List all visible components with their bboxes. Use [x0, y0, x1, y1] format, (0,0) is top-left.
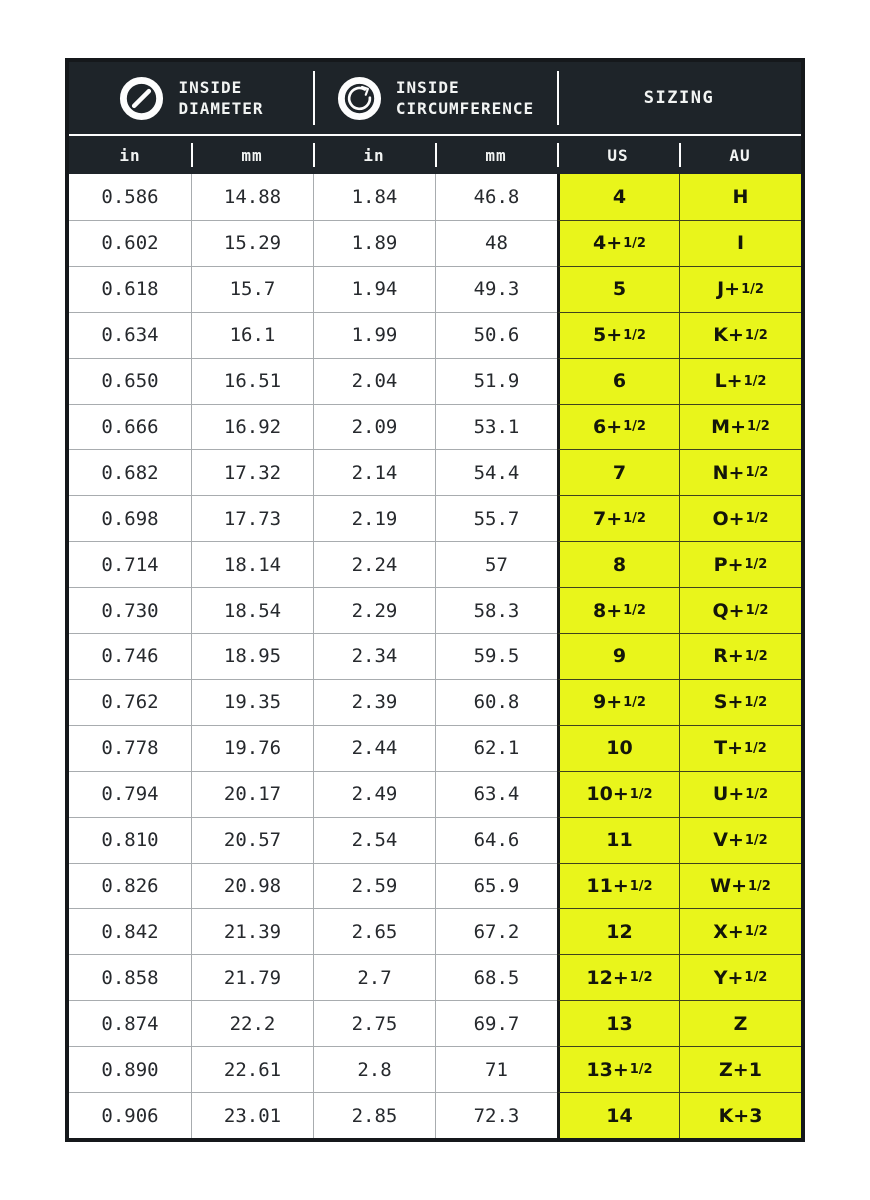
measure-cell: 15.29 — [191, 220, 313, 266]
group-label-line: INSIDE — [395, 77, 460, 97]
measure-cell: 0.746 — [69, 633, 191, 679]
measure-cell: 20.98 — [191, 863, 313, 909]
sizing-cell: H — [679, 174, 801, 220]
sizing-cell: 12 — [557, 908, 679, 954]
measure-cell: 16.51 — [191, 358, 313, 404]
group-label-inside-diameter — [178, 77, 263, 119]
table-row — [69, 404, 801, 450]
header-group-sizing — [557, 62, 801, 134]
measure-cell: 2.54 — [313, 817, 435, 863]
column-header-circumference-in: in — [313, 136, 435, 174]
table-row — [69, 1092, 801, 1138]
measure-cell: 14.88 — [191, 174, 313, 220]
sizing-cell: U+ 1/2 — [679, 771, 801, 817]
group-label-inside-circumference — [396, 77, 534, 119]
measure-cell: 17.32 — [191, 449, 313, 495]
measure-cell: 46.8 — [435, 174, 557, 220]
measure-cell: 50.6 — [435, 312, 557, 358]
measure-cell: 1.99 — [313, 312, 435, 358]
sizing-cell: V+ 1/2 — [679, 817, 801, 863]
sizing-cell: W+ 1/2 — [679, 863, 801, 909]
header-group-inside-diameter — [69, 62, 313, 134]
sizing-cell: 10+ 1/2 — [557, 771, 679, 817]
measure-cell: 57 — [435, 541, 557, 587]
measure-cell: 65.9 — [435, 863, 557, 909]
measure-cell: 0.858 — [69, 954, 191, 1000]
sizing-cell: 7 — [557, 449, 679, 495]
sizing-cell: R+ 1/2 — [679, 633, 801, 679]
measure-cell: 0.762 — [69, 679, 191, 725]
table-header — [69, 62, 801, 174]
measure-cell: 20.17 — [191, 771, 313, 817]
table-row — [69, 725, 801, 771]
measure-cell: 64.6 — [435, 817, 557, 863]
measure-cell: 53.1 — [435, 404, 557, 450]
column-header-au-size: AU — [679, 136, 801, 174]
measure-cell: 0.778 — [69, 725, 191, 771]
sizing-cell: 13 — [557, 1000, 679, 1046]
sizing-cell: 10 — [557, 725, 679, 771]
sizing-cell: 5+ 1/2 — [557, 312, 679, 358]
column-header-diameter-in: in — [119, 145, 141, 165]
sizing-cell: 6 — [557, 358, 679, 404]
measure-cell: 2.44 — [313, 725, 435, 771]
table-row — [69, 220, 801, 266]
measure-cell: 0.634 — [69, 312, 191, 358]
measure-cell: 0.794 — [69, 771, 191, 817]
measure-cell: 72.3 — [435, 1092, 557, 1138]
group-label-sizing: SIZING — [643, 88, 715, 108]
sizing-cell: 9+ 1/2 — [557, 679, 679, 725]
sizing-cell: 8+ 1/2 — [557, 587, 679, 633]
measure-cell: 0.618 — [69, 266, 191, 312]
measure-cell: 1.94 — [313, 266, 435, 312]
table-row — [69, 449, 801, 495]
measure-cell: 19.35 — [191, 679, 313, 725]
measure-cell: 0.810 — [69, 817, 191, 863]
sizing-cell: N+ 1/2 — [679, 449, 801, 495]
measure-cell: 1.84 — [313, 174, 435, 220]
measure-cell: 20.57 — [191, 817, 313, 863]
measure-cell: 2.75 — [313, 1000, 435, 1046]
circumference-icon — [336, 75, 383, 122]
measure-cell: 21.79 — [191, 954, 313, 1000]
measure-cell: 2.85 — [313, 1092, 435, 1138]
table-row — [69, 863, 801, 909]
measure-cell: 54.4 — [435, 449, 557, 495]
measure-cell: 0.698 — [69, 495, 191, 541]
table-row — [69, 174, 801, 220]
sizing-cell: I — [679, 220, 801, 266]
sizing-cell: K+3 — [679, 1092, 801, 1138]
sizing-cell: L+ 1/2 — [679, 358, 801, 404]
ring-size-chart — [65, 58, 805, 1142]
measure-cell: 0.730 — [69, 587, 191, 633]
measure-cell: 16.1 — [191, 312, 313, 358]
group-label-line: DIAMETER — [178, 99, 264, 118]
sizing-cell: 14 — [557, 1092, 679, 1138]
measure-cell: 15.7 — [191, 266, 313, 312]
sizing-cell: 11+ 1/2 — [557, 863, 679, 909]
measure-cell: 0.826 — [69, 863, 191, 909]
table-row — [69, 495, 801, 541]
measure-cell: 0.890 — [69, 1046, 191, 1092]
sizing-cell: P+ 1/2 — [679, 541, 801, 587]
measure-cell: 2.29 — [313, 587, 435, 633]
measure-cell: 0.874 — [69, 1000, 191, 1046]
measure-cell: 2.65 — [313, 908, 435, 954]
sizing-cell: 13+ 1/2 — [557, 1046, 679, 1092]
measure-cell: 19.76 — [191, 725, 313, 771]
sizing-cell: X+ 1/2 — [679, 908, 801, 954]
column-header-row — [69, 136, 801, 174]
measure-cell: 51.9 — [435, 358, 557, 404]
measure-cell: 21.39 — [191, 908, 313, 954]
table-row — [69, 587, 801, 633]
sizing-cell: 6+ 1/2 — [557, 404, 679, 450]
measure-cell: 18.54 — [191, 587, 313, 633]
table-row — [69, 954, 801, 1000]
measure-cell: 23.01 — [191, 1092, 313, 1138]
sizing-cell: K+ 1/2 — [679, 312, 801, 358]
measure-cell: 0.666 — [69, 404, 191, 450]
sizing-cell: O+ 1/2 — [679, 495, 801, 541]
measure-cell: 18.95 — [191, 633, 313, 679]
sizing-cell: Z+1 — [679, 1046, 801, 1092]
measure-cell: 22.2 — [191, 1000, 313, 1046]
measure-cell: 2.09 — [313, 404, 435, 450]
measure-cell: 2.49 — [313, 771, 435, 817]
measure-cell: 48 — [435, 220, 557, 266]
header-group-row — [69, 62, 801, 134]
table-row — [69, 633, 801, 679]
measure-cell: 2.59 — [313, 863, 435, 909]
column-header-circumference-mm: mm — [435, 136, 557, 174]
measure-cell: 0.586 — [69, 174, 191, 220]
sizing-cell: Y+ 1/2 — [679, 954, 801, 1000]
column-header-diameter-mm: mm — [191, 136, 313, 174]
sizing-cell: J+ 1/2 — [679, 266, 801, 312]
measure-cell: 1.89 — [313, 220, 435, 266]
table-row — [69, 358, 801, 404]
measure-cell: 67.2 — [435, 908, 557, 954]
table-row — [69, 312, 801, 358]
table-body — [69, 174, 801, 1138]
sizing-cell: T+ 1/2 — [679, 725, 801, 771]
measure-cell: 17.73 — [191, 495, 313, 541]
measure-cell: 0.602 — [69, 220, 191, 266]
measure-cell: 60.8 — [435, 679, 557, 725]
table-row — [69, 1046, 801, 1092]
sizing-cell: 4 — [557, 174, 679, 220]
measure-cell: 69.7 — [435, 1000, 557, 1046]
measure-cell: 2.34 — [313, 633, 435, 679]
table-row — [69, 541, 801, 587]
measure-cell: 0.842 — [69, 908, 191, 954]
group-label-line: CIRCUMFERENCE — [395, 99, 535, 118]
measure-cell: 55.7 — [435, 495, 557, 541]
measure-cell: 49.3 — [435, 266, 557, 312]
measure-cell: 2.7 — [313, 954, 435, 1000]
measure-cell: 2.19 — [313, 495, 435, 541]
sizing-cell: M+ 1/2 — [679, 404, 801, 450]
sizing-cell: 7+ 1/2 — [557, 495, 679, 541]
diameter-icon — [118, 75, 165, 122]
sizing-cell: Z — [679, 1000, 801, 1046]
measure-cell: 2.04 — [313, 358, 435, 404]
measure-cell: 63.4 — [435, 771, 557, 817]
sizing-cell: 8 — [557, 541, 679, 587]
measure-cell: 2.24 — [313, 541, 435, 587]
table-row — [69, 817, 801, 863]
measure-cell: 18.14 — [191, 541, 313, 587]
measure-cell: 71 — [435, 1046, 557, 1092]
measure-cell: 2.8 — [313, 1046, 435, 1092]
measure-cell: 59.5 — [435, 633, 557, 679]
measure-cell: 0.906 — [69, 1092, 191, 1138]
sizing-cell: 9 — [557, 633, 679, 679]
table-row — [69, 1000, 801, 1046]
sizing-cell: 11 — [557, 817, 679, 863]
sizing-cell: Q+ 1/2 — [679, 587, 801, 633]
table-row — [69, 679, 801, 725]
group-label-line: INSIDE — [178, 77, 243, 97]
header-group-inside-circumference — [313, 62, 557, 134]
measure-cell: 2.39 — [313, 679, 435, 725]
table-row — [69, 266, 801, 312]
measure-cell: 58.3 — [435, 587, 557, 633]
measure-cell: 62.1 — [435, 725, 557, 771]
measure-cell: 0.682 — [69, 449, 191, 495]
table-row — [69, 771, 801, 817]
sizing-cell: 12+ 1/2 — [557, 954, 679, 1000]
table-row — [69, 908, 801, 954]
measure-cell: 68.5 — [435, 954, 557, 1000]
measure-cell: 16.92 — [191, 404, 313, 450]
measure-cell: 0.650 — [69, 358, 191, 404]
sizing-cell: 5 — [557, 266, 679, 312]
measure-cell: 0.714 — [69, 541, 191, 587]
measure-cell: 22.61 — [191, 1046, 313, 1092]
sizing-cell: S+ 1/2 — [679, 679, 801, 725]
sizing-cell: 4+ 1/2 — [557, 220, 679, 266]
column-header-us-size: US — [557, 136, 679, 174]
measure-cell: 2.14 — [313, 449, 435, 495]
